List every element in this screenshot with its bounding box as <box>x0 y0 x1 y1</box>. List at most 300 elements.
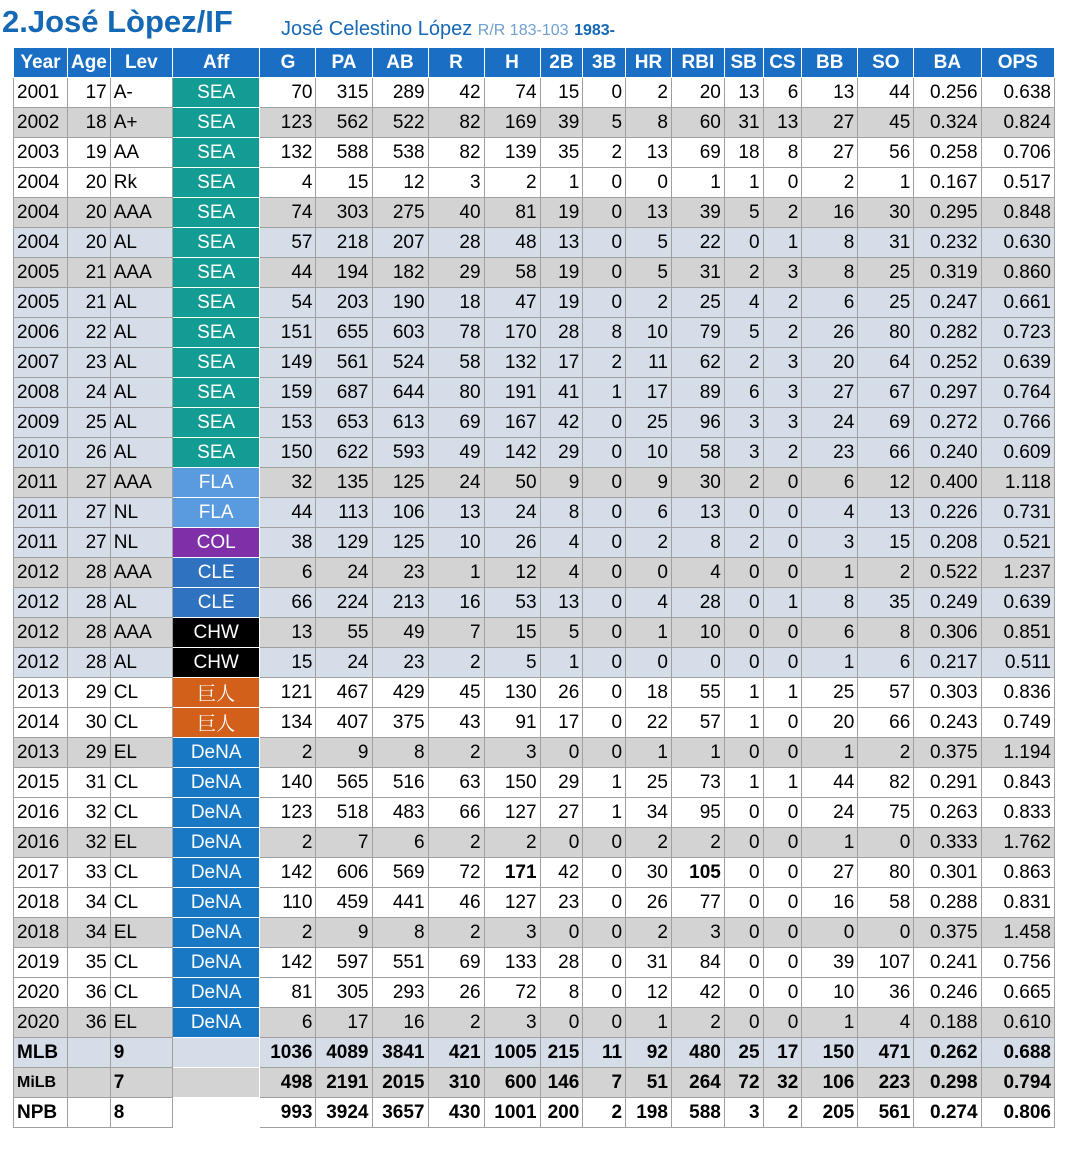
cell-so: 67 <box>858 378 914 408</box>
cell-year: MiLB <box>14 1068 68 1098</box>
cell-age: 27 <box>67 498 110 528</box>
table-row <box>14 948 1055 978</box>
cell-bb: 8 <box>802 588 858 618</box>
cell-rbi: 2 <box>671 828 724 858</box>
cell-hr: 13 <box>626 138 672 168</box>
cell-r: 2 <box>428 648 484 678</box>
cell-ops: 0.749 <box>981 708 1054 738</box>
cell-cs: 1 <box>763 768 802 798</box>
cell-ops: 0.706 <box>981 138 1054 168</box>
cell-h: 81 <box>484 198 540 228</box>
cell-3b: 0 <box>583 438 626 468</box>
cell-pa: 606 <box>316 858 372 888</box>
cell-so: 31 <box>858 228 914 258</box>
cell-h: 24 <box>484 498 540 528</box>
cell-r: 63 <box>428 768 484 798</box>
cell-2b: 28 <box>540 318 583 348</box>
cell-cs: 0 <box>763 528 802 558</box>
cell-3b: 1 <box>583 798 626 828</box>
cell-ab: 483 <box>372 798 428 828</box>
cell-ops: 0.756 <box>981 948 1054 978</box>
cell-year: 2012 <box>14 648 68 678</box>
cell-bb: 8 <box>802 258 858 288</box>
cell-rbi: 42 <box>671 978 724 1008</box>
cell-ab: 593 <box>372 438 428 468</box>
cell-bb: 20 <box>802 348 858 378</box>
cell-lev: Rk <box>110 168 172 198</box>
cell-year: 2013 <box>14 738 68 768</box>
cell-rbi: 55 <box>671 678 724 708</box>
cell-bb: 106 <box>802 1068 858 1098</box>
cell-h: 127 <box>484 798 540 828</box>
table-row <box>14 408 1055 438</box>
cell-g: 1036 <box>260 1038 316 1068</box>
table-row <box>14 918 1055 948</box>
cell-cs: 0 <box>763 618 802 648</box>
cell-h: 53 <box>484 588 540 618</box>
cell-ab: 12 <box>372 168 428 198</box>
cell-bb: 27 <box>802 858 858 888</box>
stats-body <box>14 78 1055 1128</box>
cell-pa: 653 <box>316 408 372 438</box>
cell-rbi: 480 <box>671 1038 724 1068</box>
cell-3b: 0 <box>583 858 626 888</box>
cell-2b: 146 <box>540 1068 583 1098</box>
cell-sb: 3 <box>724 1098 763 1128</box>
table-row <box>14 318 1055 348</box>
cell-r: 430 <box>428 1098 484 1128</box>
cell-ab: 23 <box>372 648 428 678</box>
cell-ab: 213 <box>372 588 428 618</box>
cell-ba: 0.274 <box>914 1098 981 1128</box>
cell-h: 167 <box>484 408 540 438</box>
cell-2b: 4 <box>540 558 583 588</box>
cell-so: 36 <box>858 978 914 1008</box>
cell-r: 2 <box>428 918 484 948</box>
cell-pa: 113 <box>316 498 372 528</box>
cell-ab: 3841 <box>372 1038 428 1068</box>
cell-2b: 9 <box>540 468 583 498</box>
cell-sb: 0 <box>724 498 763 528</box>
cell-age: 20 <box>67 198 110 228</box>
cell-pa: 15 <box>316 168 372 198</box>
cell-r: 40 <box>428 198 484 228</box>
cell-pa: 561 <box>316 348 372 378</box>
cell-ab: 441 <box>372 888 428 918</box>
cell-ab: 106 <box>372 498 428 528</box>
column-header-bb: BB <box>802 48 858 78</box>
cell-3b: 7 <box>583 1068 626 1098</box>
cell-ops: 0.833 <box>981 798 1054 828</box>
cell-age: 31 <box>67 768 110 798</box>
cell-ba: 0.301 <box>914 858 981 888</box>
cell-sb: 2 <box>724 258 763 288</box>
cell-cs: 0 <box>763 798 802 828</box>
cell-g: 2 <box>260 828 316 858</box>
cell-age: 34 <box>67 918 110 948</box>
cell-r: 29 <box>428 258 484 288</box>
cell-aff: CLE <box>172 588 260 618</box>
cell-r: 72 <box>428 858 484 888</box>
cell-age: 27 <box>67 528 110 558</box>
cell-cs: 2 <box>763 1098 802 1128</box>
cell-3b: 2 <box>583 138 626 168</box>
cell-year: 2005 <box>14 258 68 288</box>
cell-sb: 5 <box>724 318 763 348</box>
cell-h: 5 <box>484 648 540 678</box>
cell-aff: SEA <box>172 288 260 318</box>
cell-3b: 0 <box>583 228 626 258</box>
cell-h: 50 <box>484 468 540 498</box>
cell-aff: DeNA <box>172 858 260 888</box>
cell-so: 223 <box>858 1068 914 1098</box>
column-header-r: R <box>428 48 484 78</box>
cell-ba: 0.232 <box>914 228 981 258</box>
cell-year: 2014 <box>14 708 68 738</box>
cell-h: 48 <box>484 228 540 258</box>
cell-ab: 49 <box>372 618 428 648</box>
header-row <box>14 48 1055 78</box>
cell-3b: 2 <box>583 1098 626 1128</box>
cell-lev: CL <box>110 888 172 918</box>
cell-sb: 0 <box>724 798 763 828</box>
cell-cs: 0 <box>763 978 802 1008</box>
cell-ops: 0.661 <box>981 288 1054 318</box>
cell-age: 36 <box>67 1008 110 1038</box>
cell-rbi: 89 <box>671 378 724 408</box>
cell-hr: 2 <box>626 528 672 558</box>
cell-ab: 289 <box>372 78 428 108</box>
cell-ops: 0.831 <box>981 888 1054 918</box>
cell-bb: 4 <box>802 498 858 528</box>
cell-rbi: 84 <box>671 948 724 978</box>
cell-h: 139 <box>484 138 540 168</box>
cell-year: 2011 <box>14 498 68 528</box>
cell-2b: 200 <box>540 1098 583 1128</box>
cell-lev: AL <box>110 648 172 678</box>
cell-aff: SEA <box>172 408 260 438</box>
cell-r: 49 <box>428 438 484 468</box>
cell-3b: 0 <box>583 198 626 228</box>
cell-sb: 0 <box>724 918 763 948</box>
cell-so: 0 <box>858 828 914 858</box>
cell-g: 6 <box>260 558 316 588</box>
cell-r: 2 <box>428 1008 484 1038</box>
cell-year: 2011 <box>14 528 68 558</box>
cell-age: 24 <box>67 378 110 408</box>
cell-2b: 0 <box>540 918 583 948</box>
cell-aff <box>172 1038 260 1068</box>
column-header-rbi: RBI <box>671 48 724 78</box>
cell-bb: 10 <box>802 978 858 1008</box>
cell-year: 2003 <box>14 138 68 168</box>
cell-ops: 0.764 <box>981 378 1054 408</box>
cell-g: 66 <box>260 588 316 618</box>
cell-h: 150 <box>484 768 540 798</box>
column-header-3b: 3B <box>583 48 626 78</box>
cell-lev: A+ <box>110 108 172 138</box>
cell-h: 132 <box>484 348 540 378</box>
cell-ba: 0.288 <box>914 888 981 918</box>
cell-age <box>67 1098 110 1128</box>
cell-ops: 0.794 <box>981 1068 1054 1098</box>
cell-hr: 2 <box>626 828 672 858</box>
cell-cs: 0 <box>763 948 802 978</box>
cell-3b: 0 <box>583 558 626 588</box>
birth-year: 1983- <box>574 22 615 39</box>
cell-rbi: 1 <box>671 168 724 198</box>
cell-hr: 34 <box>626 798 672 828</box>
cell-age: 35 <box>67 948 110 978</box>
cell-cs: 0 <box>763 498 802 528</box>
cell-r: 82 <box>428 138 484 168</box>
cell-aff: DeNA <box>172 768 260 798</box>
cell-3b: 0 <box>583 648 626 678</box>
cell-so: 4 <box>858 1008 914 1038</box>
cell-age: 25 <box>67 408 110 438</box>
cell-age: 21 <box>67 288 110 318</box>
cell-2b: 0 <box>540 738 583 768</box>
cell-ba: 0.262 <box>914 1038 981 1068</box>
cell-r: 42 <box>428 78 484 108</box>
cell-rbi: 30 <box>671 468 724 498</box>
cell-ab: 3657 <box>372 1098 428 1128</box>
cell-year: 2016 <box>14 798 68 828</box>
cell-ba: 0.246 <box>914 978 981 1008</box>
cell-sb: 0 <box>724 618 763 648</box>
cell-pa: 407 <box>316 708 372 738</box>
cell-h: 170 <box>484 318 540 348</box>
cell-year: MLB <box>14 1038 68 1068</box>
cell-rbi: 60 <box>671 108 724 138</box>
cell-lev: CL <box>110 708 172 738</box>
cell-3b: 0 <box>583 948 626 978</box>
cell-lev: 9 <box>110 1038 172 1068</box>
cell-pa: 305 <box>316 978 372 1008</box>
cell-rbi: 69 <box>671 138 724 168</box>
cell-aff: CHW <box>172 618 260 648</box>
cell-2b: 27 <box>540 798 583 828</box>
cell-aff: DeNA <box>172 888 260 918</box>
cell-2b: 8 <box>540 978 583 1008</box>
cell-h: 15 <box>484 618 540 648</box>
cell-3b: 1 <box>583 768 626 798</box>
cell-bb: 26 <box>802 318 858 348</box>
cell-sb: 3 <box>724 438 763 468</box>
cell-year: 2010 <box>14 438 68 468</box>
cell-2b: 29 <box>540 768 583 798</box>
cell-ba: 0.282 <box>914 318 981 348</box>
cell-age: 30 <box>67 708 110 738</box>
cell-ba: 0.167 <box>914 168 981 198</box>
player-title: 2.José Lòpez/IF <box>2 4 233 39</box>
cell-year: 2002 <box>14 108 68 138</box>
cell-hr: 25 <box>626 768 672 798</box>
cell-sb: 2 <box>724 528 763 558</box>
cell-rbi: 4 <box>671 558 724 588</box>
full-name: José Celestino López <box>281 18 473 40</box>
cell-aff: SEA <box>172 138 260 168</box>
cell-age: 28 <box>67 618 110 648</box>
cell-so: 25 <box>858 258 914 288</box>
cell-hr: 17 <box>626 378 672 408</box>
cell-year: 2015 <box>14 768 68 798</box>
cell-g: 134 <box>260 708 316 738</box>
cell-ab: 613 <box>372 408 428 438</box>
cell-year: 2013 <box>14 678 68 708</box>
cell-r: 2 <box>428 828 484 858</box>
cell-rbi: 62 <box>671 348 724 378</box>
cell-cs: 3 <box>763 348 802 378</box>
cell-bb: 205 <box>802 1098 858 1128</box>
cell-bb: 20 <box>802 708 858 738</box>
table-row <box>14 888 1055 918</box>
cell-bb: 25 <box>802 678 858 708</box>
cell-so: 107 <box>858 948 914 978</box>
cell-bb: 6 <box>802 288 858 318</box>
cell-year: 2006 <box>14 318 68 348</box>
cell-so: 82 <box>858 768 914 798</box>
cell-ab: 8 <box>372 738 428 768</box>
cell-g: 142 <box>260 858 316 888</box>
cell-r: 2 <box>428 738 484 768</box>
cell-age: 36 <box>67 978 110 1008</box>
cell-g: 123 <box>260 798 316 828</box>
cell-bb: 27 <box>802 138 858 168</box>
cell-hr: 18 <box>626 678 672 708</box>
cell-g: 2 <box>260 918 316 948</box>
cell-year: 2012 <box>14 558 68 588</box>
cell-lev: NL <box>110 498 172 528</box>
cell-ba: 0.295 <box>914 198 981 228</box>
cell-ba: 0.258 <box>914 138 981 168</box>
cell-lev: AL <box>110 438 172 468</box>
cell-bb: 27 <box>802 108 858 138</box>
cell-sb: 5 <box>724 198 763 228</box>
cell-aff: SEA <box>172 348 260 378</box>
cell-h: 133 <box>484 948 540 978</box>
cell-hr: 30 <box>626 858 672 888</box>
cell-year: 2007 <box>14 348 68 378</box>
cell-so: 12 <box>858 468 914 498</box>
cell-2b: 41 <box>540 378 583 408</box>
cell-pa: 588 <box>316 138 372 168</box>
cell-sb: 2 <box>724 468 763 498</box>
cell-aff: DeNA <box>172 978 260 1008</box>
cell-r: 16 <box>428 588 484 618</box>
cell-3b: 8 <box>583 318 626 348</box>
cell-lev: A- <box>110 78 172 108</box>
cell-lev: AL <box>110 408 172 438</box>
cell-ops: 0.836 <box>981 678 1054 708</box>
cell-bb: 16 <box>802 198 858 228</box>
cell-cs: 0 <box>763 708 802 738</box>
cell-ab: 182 <box>372 258 428 288</box>
cell-g: 74 <box>260 198 316 228</box>
cell-rbi: 96 <box>671 408 724 438</box>
cell-h: 2 <box>484 168 540 198</box>
cell-sb: 0 <box>724 978 763 1008</box>
cell-3b: 2 <box>583 348 626 378</box>
cell-year: 2001 <box>14 78 68 108</box>
cell-hr: 6 <box>626 498 672 528</box>
cell-cs: 0 <box>763 558 802 588</box>
cell-hr: 1 <box>626 618 672 648</box>
cell-so: 45 <box>858 108 914 138</box>
cell-g: 38 <box>260 528 316 558</box>
cell-so: 57 <box>858 678 914 708</box>
cell-lev: AAA <box>110 198 172 228</box>
cell-pa: 17 <box>316 1008 372 1038</box>
cell-bb: 1 <box>802 828 858 858</box>
cell-rbi: 264 <box>671 1068 724 1098</box>
cell-so: 561 <box>858 1098 914 1128</box>
cell-3b: 0 <box>583 618 626 648</box>
table-row <box>14 138 1055 168</box>
cell-2b: 19 <box>540 198 583 228</box>
cell-ops: 0.639 <box>981 348 1054 378</box>
cell-ops: 1.237 <box>981 558 1054 588</box>
cell-3b: 5 <box>583 108 626 138</box>
cell-sb: 1 <box>724 678 763 708</box>
cell-h: 171 <box>484 858 540 888</box>
cell-ab: 125 <box>372 528 428 558</box>
player-subtitle <box>281 18 615 41</box>
cell-pa: 3924 <box>316 1098 372 1128</box>
table-row <box>14 528 1055 558</box>
cell-ba: 0.243 <box>914 708 981 738</box>
cell-sb: 0 <box>724 558 763 588</box>
cell-bb: 8 <box>802 228 858 258</box>
cell-pa: 7 <box>316 828 372 858</box>
cell-rbi: 73 <box>671 768 724 798</box>
cell-cs: 0 <box>763 858 802 888</box>
cell-h: 72 <box>484 978 540 1008</box>
cell-sb: 0 <box>724 738 763 768</box>
cell-g: 150 <box>260 438 316 468</box>
cell-ops: 0.610 <box>981 1008 1054 1038</box>
cell-aff: SEA <box>172 378 260 408</box>
cell-sb: 0 <box>724 948 763 978</box>
bats-throws: R/R 183-103 <box>477 22 569 39</box>
cell-g: 993 <box>260 1098 316 1128</box>
cell-h: 2 <box>484 828 540 858</box>
cell-ba: 0.208 <box>914 528 981 558</box>
cell-pa: 687 <box>316 378 372 408</box>
cell-ab: 524 <box>372 348 428 378</box>
table-row <box>14 648 1055 678</box>
cell-hr: 0 <box>626 168 672 198</box>
cell-hr: 12 <box>626 978 672 1008</box>
cell-ba: 0.319 <box>914 258 981 288</box>
cell-ops: 0.638 <box>981 78 1054 108</box>
cell-sb: 0 <box>724 828 763 858</box>
cell-year: 2016 <box>14 828 68 858</box>
cell-ba: 0.297 <box>914 378 981 408</box>
cell-cs: 0 <box>763 738 802 768</box>
cell-cs: 1 <box>763 228 802 258</box>
cell-ops: 0.863 <box>981 858 1054 888</box>
cell-bb: 150 <box>802 1038 858 1068</box>
cell-lev: EL <box>110 1008 172 1038</box>
cell-bb: 3 <box>802 528 858 558</box>
cell-3b: 0 <box>583 888 626 918</box>
cell-pa: 4089 <box>316 1038 372 1068</box>
cell-pa: 129 <box>316 528 372 558</box>
cell-year: 2017 <box>14 858 68 888</box>
cell-aff: DeNA <box>172 738 260 768</box>
cell-pa: 518 <box>316 798 372 828</box>
